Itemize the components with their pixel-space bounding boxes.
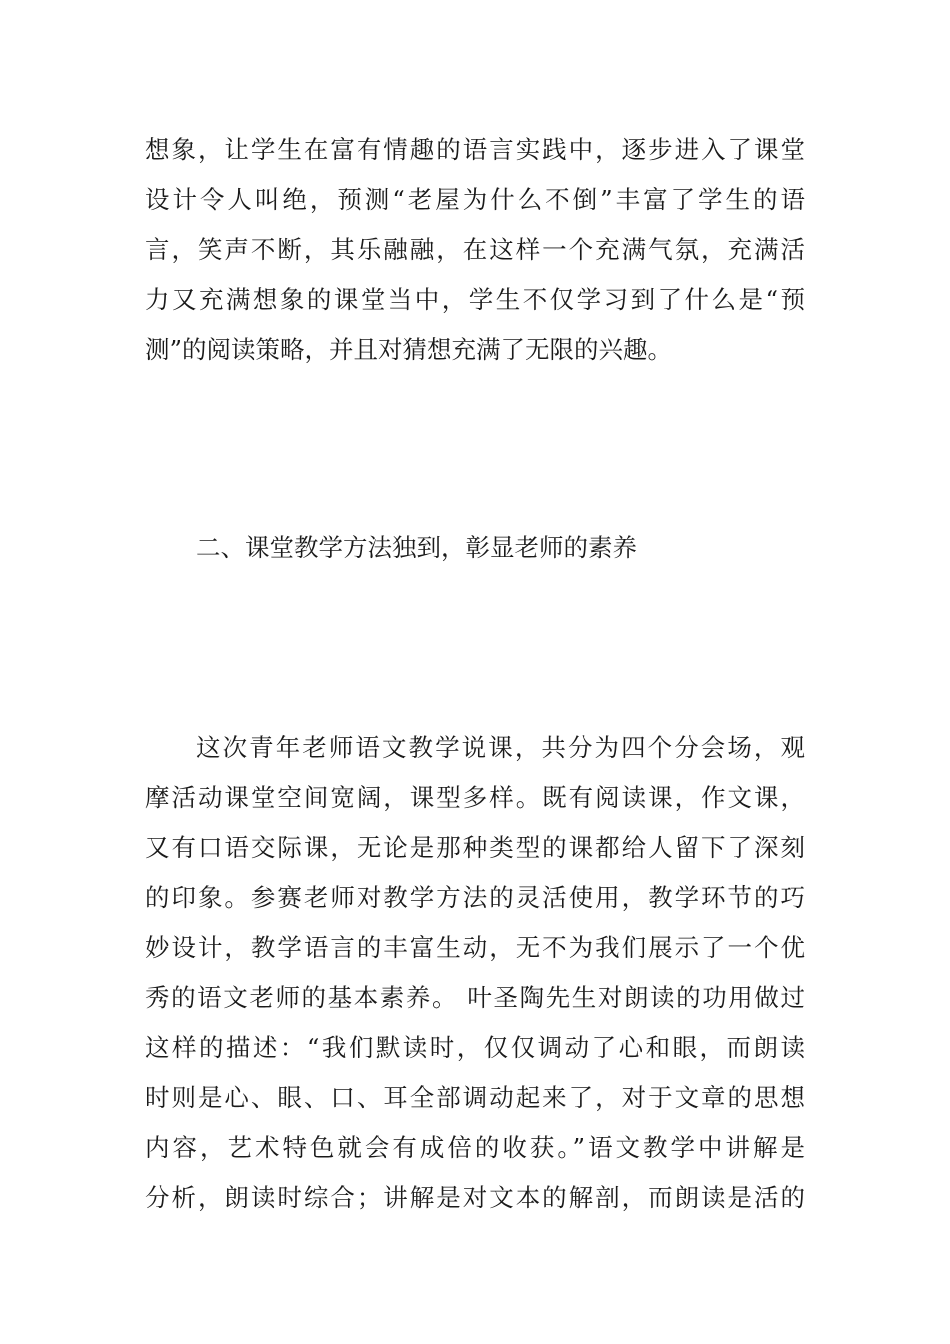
text-line: 设计令人叫绝，预测“老屋为什么不倒”丰富了学生的语: [145, 185, 805, 214]
section-heading: 二、课堂教学方法独到，彰显老师的素养: [196, 533, 637, 562]
text-line: 力又充满想象的课堂当中，学生不仅学习到了什么是“预: [145, 285, 805, 314]
text-line: 秀的语文老师的基本素养。 叶圣陶先生对朗读的功用做过: [145, 983, 805, 1012]
text-line: 分析，朗读时综合；讲解是对文本的解剖，而朗读是活的: [145, 1183, 805, 1212]
text-line: 摩活动课堂空间宽阔，课型多样。既有阅读课，作文课，: [145, 783, 805, 812]
text-line: 时则是心、眼、口、耳全部调动起来了，对于文章的思想: [145, 1083, 805, 1112]
text-line: 这样的描述：“我们默读时，仅仅调动了心和眼，而朗读: [145, 1033, 805, 1062]
text-line: 言，笑声不断，其乐融融，在这样一个充满气氛，充满活: [145, 235, 805, 264]
text-line: 这次青年老师语文教学说课，共分为四个分会场，观: [196, 733, 805, 762]
text-line: 内容，艺术特色就会有成倍的收获。”语文教学中讲解是: [145, 1133, 805, 1162]
text-line: 测”的阅读策略，并且对猜想充满了无限的兴趣。: [145, 335, 673, 364]
text-line: 妙设计，教学语言的丰富生动，无不为我们展示了一个优: [145, 933, 805, 962]
text-line: 想象，让学生在富有情趣的语言实践中，逐步进入了课堂: [145, 135, 805, 164]
text-line: 又有口语交际课，无论是那种类型的课都给人留下了深刻: [145, 833, 805, 862]
text-line: 的印象。参赛老师对教学方法的灵活使用，教学环节的巧: [145, 883, 805, 912]
